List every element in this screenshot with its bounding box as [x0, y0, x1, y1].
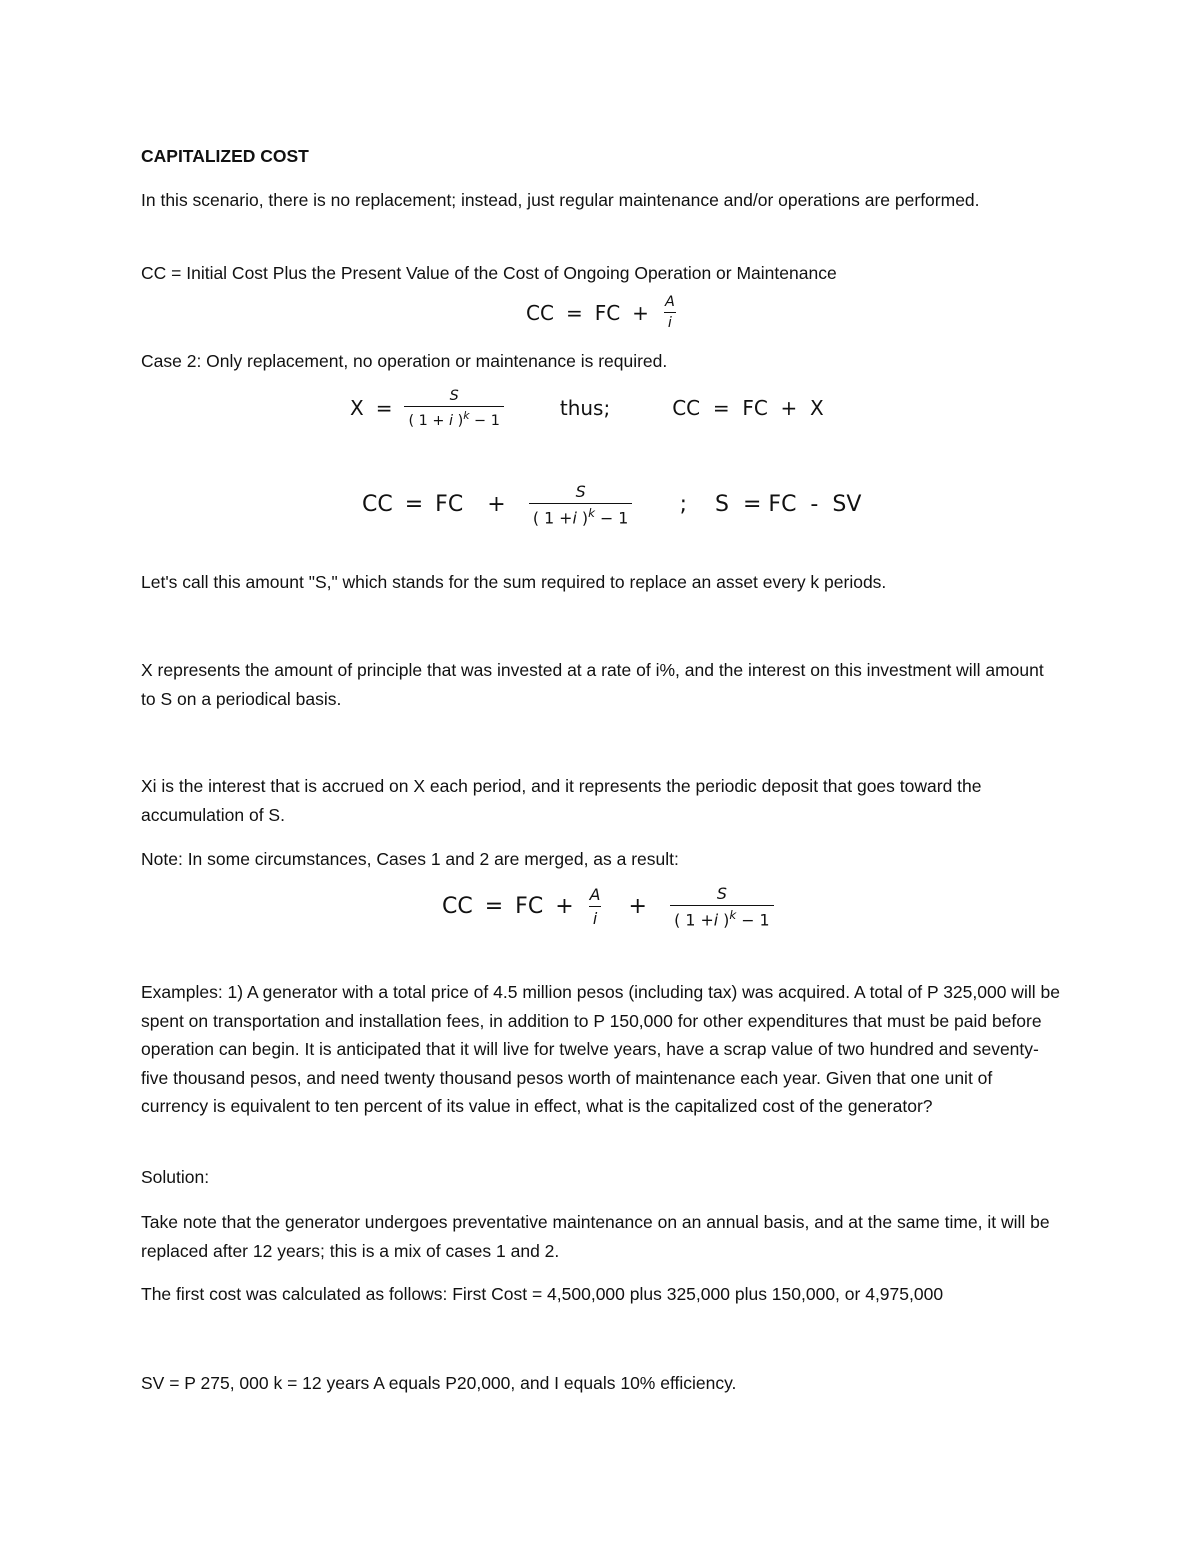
- solution-note: Take note that the generator undergoes preventative maintenance on an annual basis, and at the same time, it will be replaced after 12 years; this is a mix of cases 1 and 2.: [141, 1212, 1050, 1261]
- formula2-fraction: [404, 388, 503, 429]
- formula1-plus: +: [632, 300, 649, 325]
- s-definition: Let's call this amount "S," which stands for the sum required to replace an asset every k periods.: [141, 572, 887, 592]
- given-values-paragraph: SV = P 275, 000 k = 12 years A equals P20,000, and I equals 10% efficiency.: [141, 1373, 737, 1393]
- formula3-lhs: CC: [362, 492, 393, 518]
- case2-paragraph: Case 2: Only replacement, no operation or maintenance is required.: [141, 351, 668, 371]
- formula1-fc: FC: [594, 300, 621, 325]
- formula2-lhs: X: [350, 396, 364, 421]
- formula3-plus: +: [487, 492, 506, 518]
- formula4-fraction-s: [667, 884, 777, 929]
- formula1-denominator: i: [667, 315, 672, 331]
- formula1-numerator: A: [664, 294, 675, 310]
- formula4-denominator-a: i: [592, 909, 598, 929]
- solution-label: Solution:: [141, 1167, 210, 1187]
- formula4-lhs: CC: [442, 894, 473, 920]
- formula-case2-expanded: [356, 482, 867, 527]
- formula4-numerator-s: S: [716, 884, 727, 903]
- formula2-rhs: CC = FC + X: [672, 396, 824, 421]
- formula1-eq: =: [565, 300, 583, 325]
- formula2-numerator: S: [449, 388, 459, 404]
- xi-definition: Xi is the interest that is accrued on X each period, and it represents the periodic deposit that goes toward the accumulation of S.: [141, 776, 982, 825]
- formula3-eq: =: [404, 492, 424, 518]
- formula3-separator: ;: [679, 492, 688, 518]
- formula4-plus2: +: [628, 894, 647, 920]
- formula1-fraction: [661, 294, 679, 331]
- formula-case1: [520, 294, 685, 331]
- formula-combined: [436, 884, 783, 929]
- note-paragraph: Note: In some circumstances, Cases 1 and 2 are merged, as a result:: [141, 849, 679, 869]
- formula3-rhs: S = FC - SV: [715, 492, 862, 518]
- formula4-numerator-a: A: [589, 885, 601, 905]
- example-paragraph: Examples: 1) A generator with a total price of 4.5 million pesos (including tax) was acquired. A total of P 325,000 will be spent on transportation and installation fees, in addition to P 150,000 for other expenditures that must be paid before operation can begin. It is anticipated that it will live for twelve years, have a scrap value of two hundred and seventy-five thousand pesos, and need twenty thousand pesos worth of maintenance each year. Given that one unit of currency is equivalent to ten percent of its value in effect, what is the capitalized cost of the generator?: [141, 982, 1060, 1116]
- formula-case2: [344, 388, 830, 429]
- formula2-thus: thus;: [559, 396, 611, 421]
- formula4-denominator-s: ( 1 +i )$^k$ − 1: [670, 905, 774, 929]
- formula3-fc: FC: [435, 492, 464, 518]
- formula4-plus: +: [555, 894, 574, 920]
- x-definition: X represents the amount of principle that was invested at a rate of i%, and the interest on this investment will amount to S on a periodical basis.: [141, 660, 1044, 709]
- cc-definition: CC = Initial Cost Plus the Present Value of the Cost of Ongoing Operation or Maintenance: [141, 263, 837, 283]
- formula3-denominator: ( 1 +i )$^k$ − 1: [529, 503, 633, 527]
- first-cost-paragraph: The first cost was calculated as follows: First Cost = 4,500,000 plus 325,000 plus 150,000, or 4,975,000: [141, 1284, 944, 1304]
- formula2-denominator: ( 1 + i )$^k$ − 1: [404, 406, 503, 429]
- formula4-eq: =: [484, 894, 504, 920]
- formula4-fraction-a: [586, 885, 605, 928]
- formula3-numerator: S: [575, 482, 586, 501]
- intro-paragraph: In this scenario, there is no replacement; instead, just regular maintenance and/or operations are performed.: [141, 190, 980, 210]
- formula3-fraction: [526, 482, 636, 527]
- formula4-fc: FC: [515, 894, 544, 920]
- formula1-lhs: CC: [526, 300, 554, 325]
- page-title: CAPITALIZED COST: [141, 146, 309, 166]
- formula2-eq: =: [375, 396, 393, 421]
